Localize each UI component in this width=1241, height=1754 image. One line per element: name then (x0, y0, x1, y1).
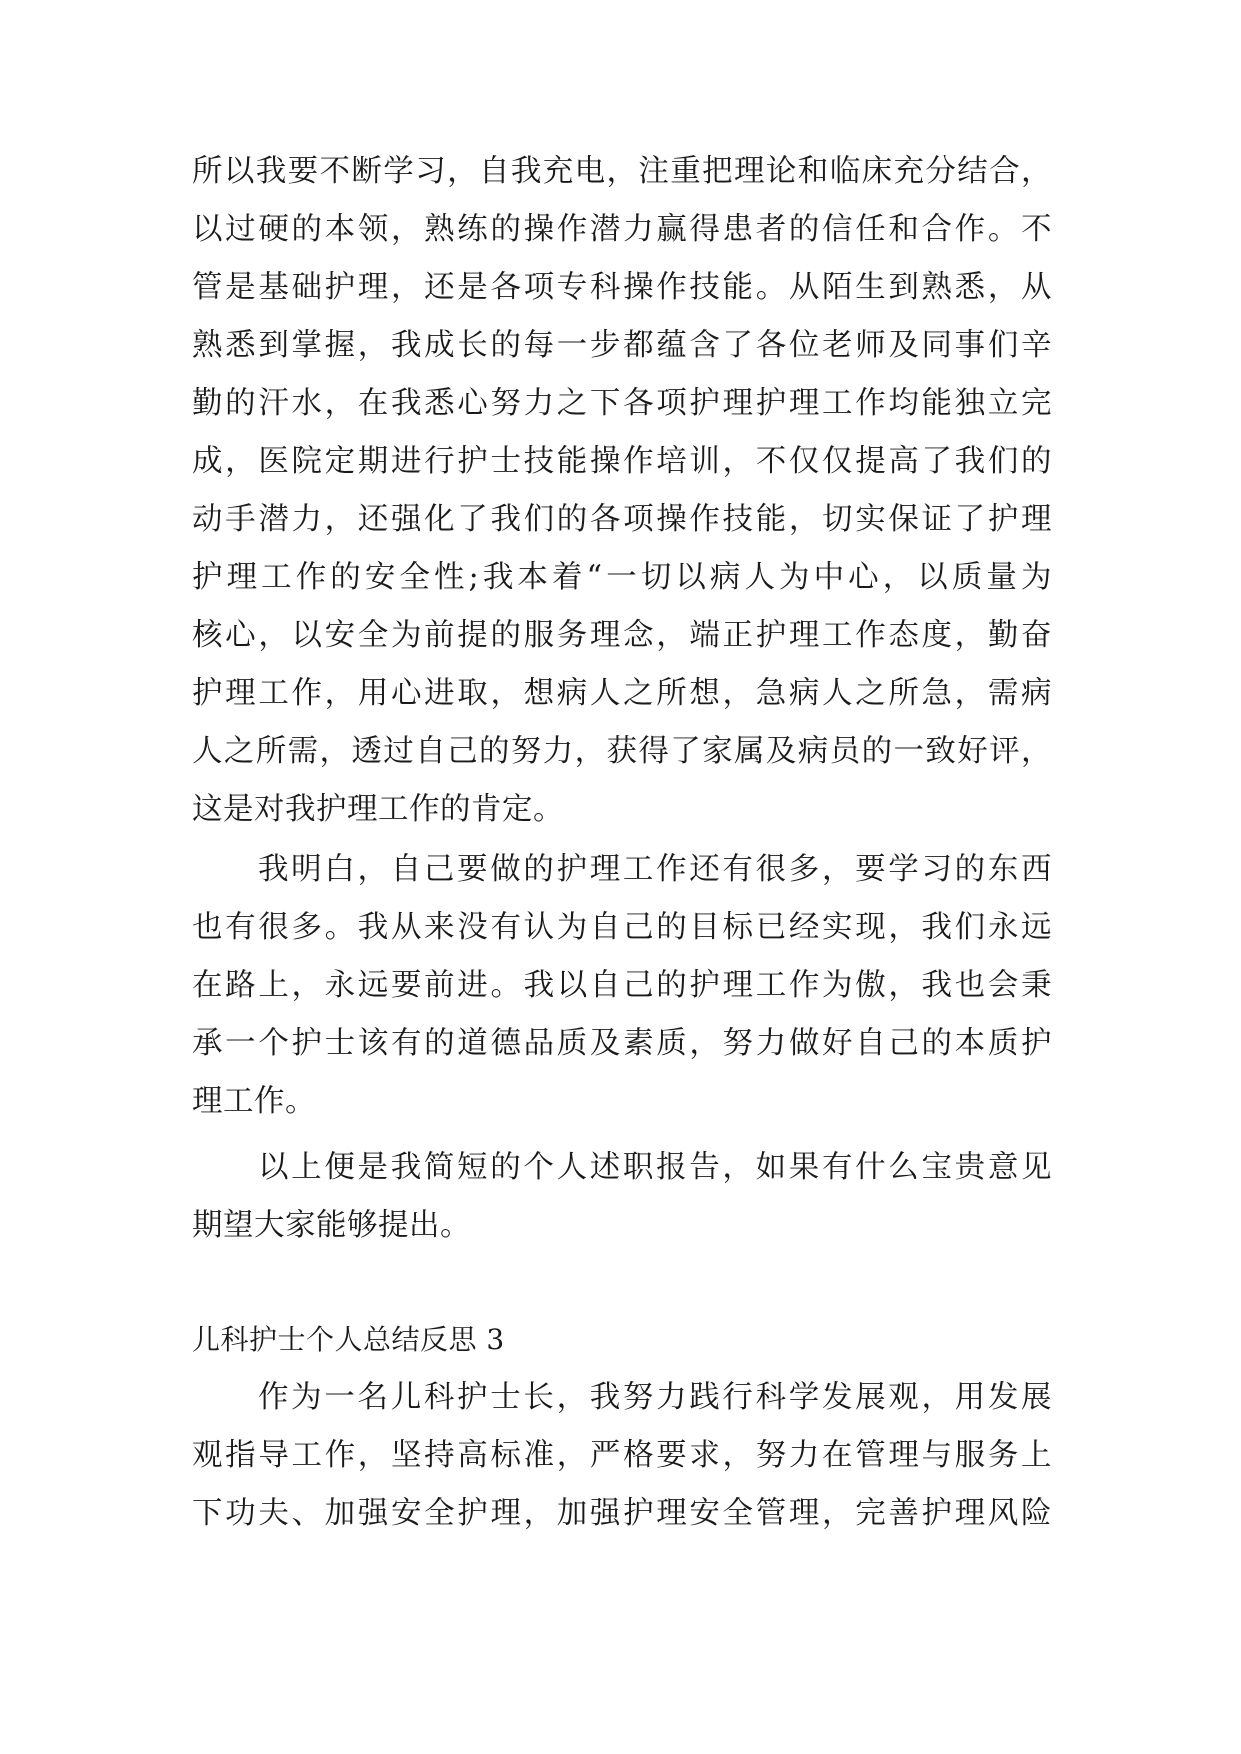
paragraph-2-line: 也有很多。我从来没有认为自己的目标已经实现，我们永远 (192, 910, 1052, 945)
paragraph-4-line: 下功夫、加强安全护理，加强护理安全管理，完善护理风险 (192, 1496, 1052, 1531)
paragraph-4-line: 观指导工作，坚持高标准，严格要求，努力在管理与服务上 (192, 1438, 1052, 1473)
paragraph-3-line: 以上便是我简短的个人述职报告，如果有什么宝贵意见 (258, 1150, 1052, 1185)
paragraph-1-line: 以过硬的本领，熟练的操作潜力赢得患者的信任和合作。不 (192, 212, 1052, 247)
paragraph-2-line: 在路上，永远要前进。我以自己的护理工作为傲，我也会秉 (192, 968, 1052, 1003)
paragraph-1-line: 管是基础护理，还是各项专科操作技能。从陌生到熟悉，从 (192, 270, 1052, 305)
paragraph-1-line: 动手潜力，还强化了我们的各项操作技能，切实保证了护理 (192, 502, 1052, 537)
paragraph-1-line: 所以我要不断学习，自我充电，注重把理论和临床充分结合， (192, 154, 1052, 189)
section-heading: 儿科护士个人总结反思 3 (192, 1323, 505, 1356)
paragraph-3-line: 期望大家能够提出。 (192, 1208, 471, 1243)
paragraph-1-line: 勤的汗水，在我悉心努力之下各项护理护理工作均能独立完 (192, 386, 1052, 421)
paragraph-1-line: 这是对我护理工作的肯定。 (192, 792, 564, 827)
paragraph-1-line: 护理工作的安全性;我本着“一切以病人为中心，以质量为 (192, 560, 1052, 595)
paragraph-1-line: 护理工作，用心进取，想病人之所想，急病人之所急，需病 (192, 676, 1052, 711)
paragraph-1-line: 人之所需，透过自己的努力，获得了家属及病员的一致好评， (192, 734, 1052, 769)
paragraph-2-line: 我明白，自己要做的护理工作还有很多，要学习的东西 (258, 852, 1052, 887)
paragraph-2-line: 理工作。 (192, 1084, 316, 1119)
paragraph-1-line: 熟悉到掌握，我成长的每一步都蕴含了各位老师及同事们辛 (192, 328, 1052, 363)
paragraph-2-line: 承一个护士该有的道德品质及素质，努力做好自己的本质护 (192, 1026, 1052, 1061)
paragraph-4-line: 作为一名儿科护士长，我努力践行科学发展观，用发展 (258, 1380, 1052, 1415)
paragraph-1-line: 核心，以安全为前提的服务理念，端正护理工作态度，勤奋 (192, 618, 1052, 653)
paragraph-1-line: 成，医院定期进行护士技能操作培训，不仅仅提高了我们的 (192, 444, 1052, 479)
